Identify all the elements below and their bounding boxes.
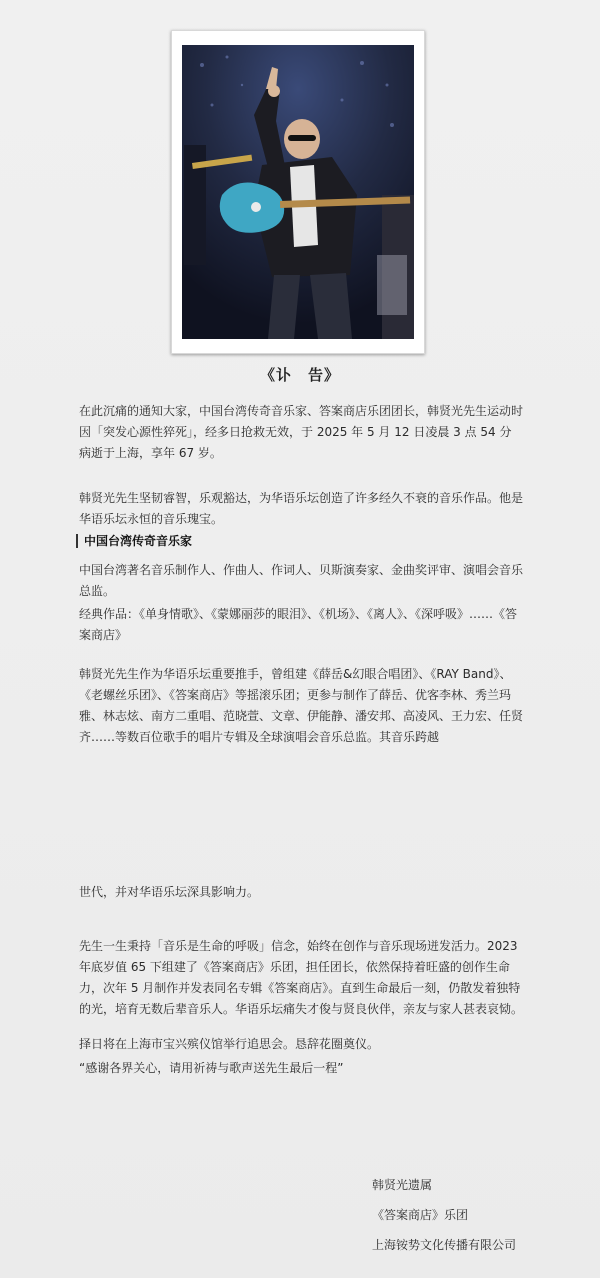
- paragraph-memorial: 择日将在上海市宝兴殡仪馆举行追思会。恳辞花圈奠仪。: [79, 1037, 380, 1051]
- paragraph-works: 经典作品：《单身情歌》、《蒙娜丽莎的眼泪》、《机场》、《离人》、《深呼吸》……《答案商店》: [79, 607, 518, 642]
- paragraph-belief: 先生一生秉持「音乐是生命的呼吸」信念，始终在创作与音乐现场迸发活力。2023 年底岁值 65 下组建了《答案商店》乐团，担任团长，依然保持着旺盛的创作生命力，次年 5 月制作并发表同名专辑《答案商店》。直到生命最后一刻，仍散发着独特的光，培育无数后辈音乐人。华语乐坛痛失才俊与贤良伙伴，亲友与家人甚表哀恸。: [79, 939, 524, 1016]
- paragraph-announcement: 在此沉痛的通知大家，中国台湾传奇音乐家、答案商店乐团团长，韩贤光先生运动时因「突发心源性猝死」，经多日抢救无效，于 2025 年 5 月 12 日凌晨 3 点 54 分病逝于上海，享年 67 岁。: [79, 404, 524, 460]
- paragraph-influence: 世代，并对华语乐坛深具影响力。: [79, 885, 260, 899]
- paragraph-quote: “感谢各界关心，请用祈祷与歌声送先生最后一程”: [79, 1061, 344, 1075]
- signature-company: 上海铵势文化传播有限公司: [372, 1238, 517, 1252]
- page-title: 《讣 告》: [259, 366, 340, 384]
- paragraph-roles: 中国台湾著名音乐制作人、作曲人、作词人、贝斯演奏家、金曲奖评审、演唱会音乐总监。: [79, 563, 524, 598]
- signature-band: 《答案商店》乐团: [372, 1208, 469, 1222]
- paragraph-career: 韩贤光先生作为华语乐坛重要推手，曾组建《薛岳&幻眼合唱团》、《RAY Band》、《老螺丝乐团》、《答案商店》等摇滚乐团；更参与制作了薛岳、优客李林、秀兰玛雅、林志炫、南方二重唱、范晓萱、文章、伊能静、潘安邦、高凌风、王力宏、任贤齐……等数百位歌手的唱片专辑及全球演唱会音乐总监。其音乐跨越: [79, 667, 524, 744]
- photo-frame: [171, 30, 425, 354]
- signature-family: 韩贤光遗属: [372, 1178, 433, 1192]
- section-heading: 中国台湾传奇音乐家: [76, 534, 192, 548]
- portrait-photo: [182, 45, 414, 339]
- paragraph-tribute: 韩贤光先生坚韧睿智，乐观豁达，为华语乐坛创造了许多经久不衰的音乐作品。他是华语乐坛永恒的音乐瑰宝。: [79, 491, 524, 526]
